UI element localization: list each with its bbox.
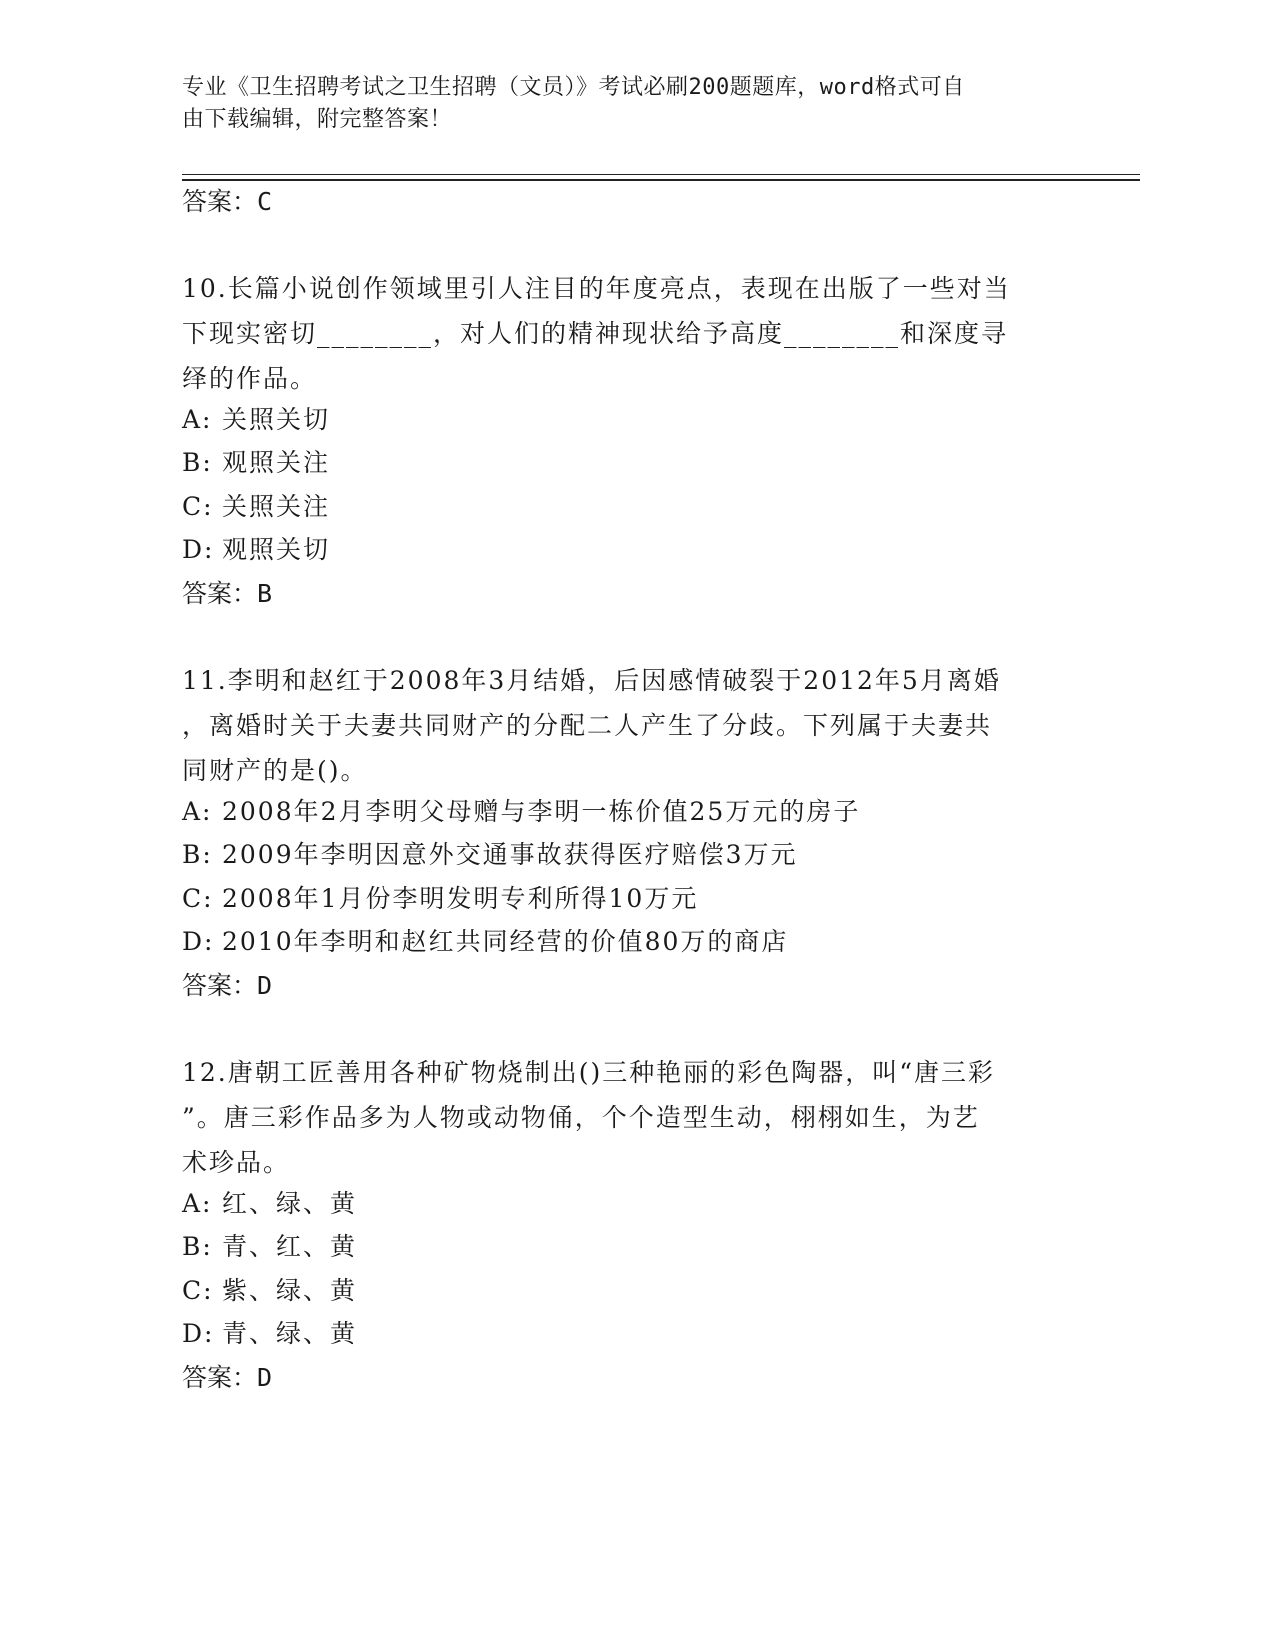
- option-letter: A:: [182, 1189, 213, 1218]
- question-11-option-c: [182, 882, 1082, 916]
- option-letter: D:: [182, 927, 215, 956]
- question-11-option-d: [182, 925, 1082, 959]
- question-10-option-b: [182, 446, 1082, 480]
- question-10-option-c: [182, 490, 1082, 524]
- question-11-text: [182, 658, 1082, 793]
- question-10-answer: 答案：B: [182, 579, 273, 608]
- option-text: 青、绿、黄: [222, 1319, 358, 1348]
- question-line: 下现实密切________，对人们的精神现状给予高度________和深度寻: [182, 319, 1009, 348]
- option-letter: B:: [182, 840, 213, 869]
- question-line: ，离婚时关于夫妻共同财产的分配二人产生了分歧。下列属于夫妻共: [182, 711, 993, 740]
- option-letter: A:: [182, 797, 213, 826]
- question-12-answer: 答案：D: [182, 1363, 273, 1392]
- option-text: 观照关切: [222, 535, 331, 564]
- question-line: 同财产的是()。: [182, 756, 368, 785]
- question-11-answer: 答案：D: [182, 971, 273, 1000]
- question-12-option-c: [182, 1274, 1082, 1308]
- question-10-option-d: [182, 533, 1082, 567]
- question-12-option-a: [182, 1187, 1082, 1221]
- option-text: 2008年2月李明父母赠与李明一栋价值25万元的房子: [222, 797, 861, 826]
- question-line: 术珍品。: [182, 1148, 291, 1177]
- question-line: ”。唐三彩作品多为人物或动物俑，个个造型生动，栩栩如生，为艺: [182, 1103, 980, 1132]
- option-letter: C:: [182, 492, 214, 521]
- option-letter: D:: [182, 535, 215, 564]
- question-10-text: [182, 266, 1082, 401]
- option-letter: C:: [182, 1276, 214, 1305]
- option-letter: A:: [182, 405, 213, 434]
- header-divider-thick: [182, 179, 1140, 181]
- header-line-2: 由下载编辑，附完整答案！: [182, 107, 453, 132]
- option-letter: C:: [182, 884, 214, 913]
- question-11-option-b: [182, 838, 1082, 872]
- option-text: 2010年李明和赵红共同经营的价值80万的商店: [222, 927, 789, 956]
- question-12-option-d: [182, 1317, 1082, 1351]
- question-11-option-a: [182, 795, 1082, 829]
- header-line-1: 专业《卫生招聘考试之卫生招聘（文员）》考试必刷200题题库，word格式可自: [182, 75, 965, 100]
- option-letter: B:: [182, 1232, 213, 1261]
- question-line: 12.唐朝工匠善用各种矿物烧制出()三种艳丽的彩色陶器，叫“唐三彩: [182, 1058, 996, 1087]
- option-letter: D:: [182, 1319, 215, 1348]
- question-line: 11.李明和赵红于2008年3月结婚，后因感情破裂于2012年5月离婚: [182, 666, 1001, 695]
- option-letter: B:: [182, 448, 213, 477]
- option-text: 红、绿、黄: [222, 1189, 358, 1218]
- option-text: 关照关切: [222, 405, 331, 434]
- question-10-option-a: [182, 403, 1082, 437]
- option-text: 2008年1月份李明发明专利所得10万元: [222, 884, 699, 913]
- question-line: 10.长篇小说创作领域里引人注目的年度亮点，表现在出版了一些对当: [182, 274, 1011, 303]
- option-text: 关照关注: [222, 492, 331, 521]
- question-12-option-b: [182, 1230, 1082, 1264]
- document-header: [182, 72, 1062, 136]
- option-text: 紫、绿、黄: [222, 1276, 358, 1305]
- question-12-text: [182, 1050, 1082, 1185]
- option-text: 观照关注: [222, 448, 331, 477]
- option-text: 2009年李明因意外交通事故获得医疗赔偿3万元: [222, 840, 798, 869]
- previous-answer: 答案：C: [182, 187, 273, 216]
- question-line: 绎的作品。: [182, 364, 318, 393]
- option-text: 青、红、黄: [222, 1232, 358, 1261]
- header-divider-thin: [182, 174, 1140, 175]
